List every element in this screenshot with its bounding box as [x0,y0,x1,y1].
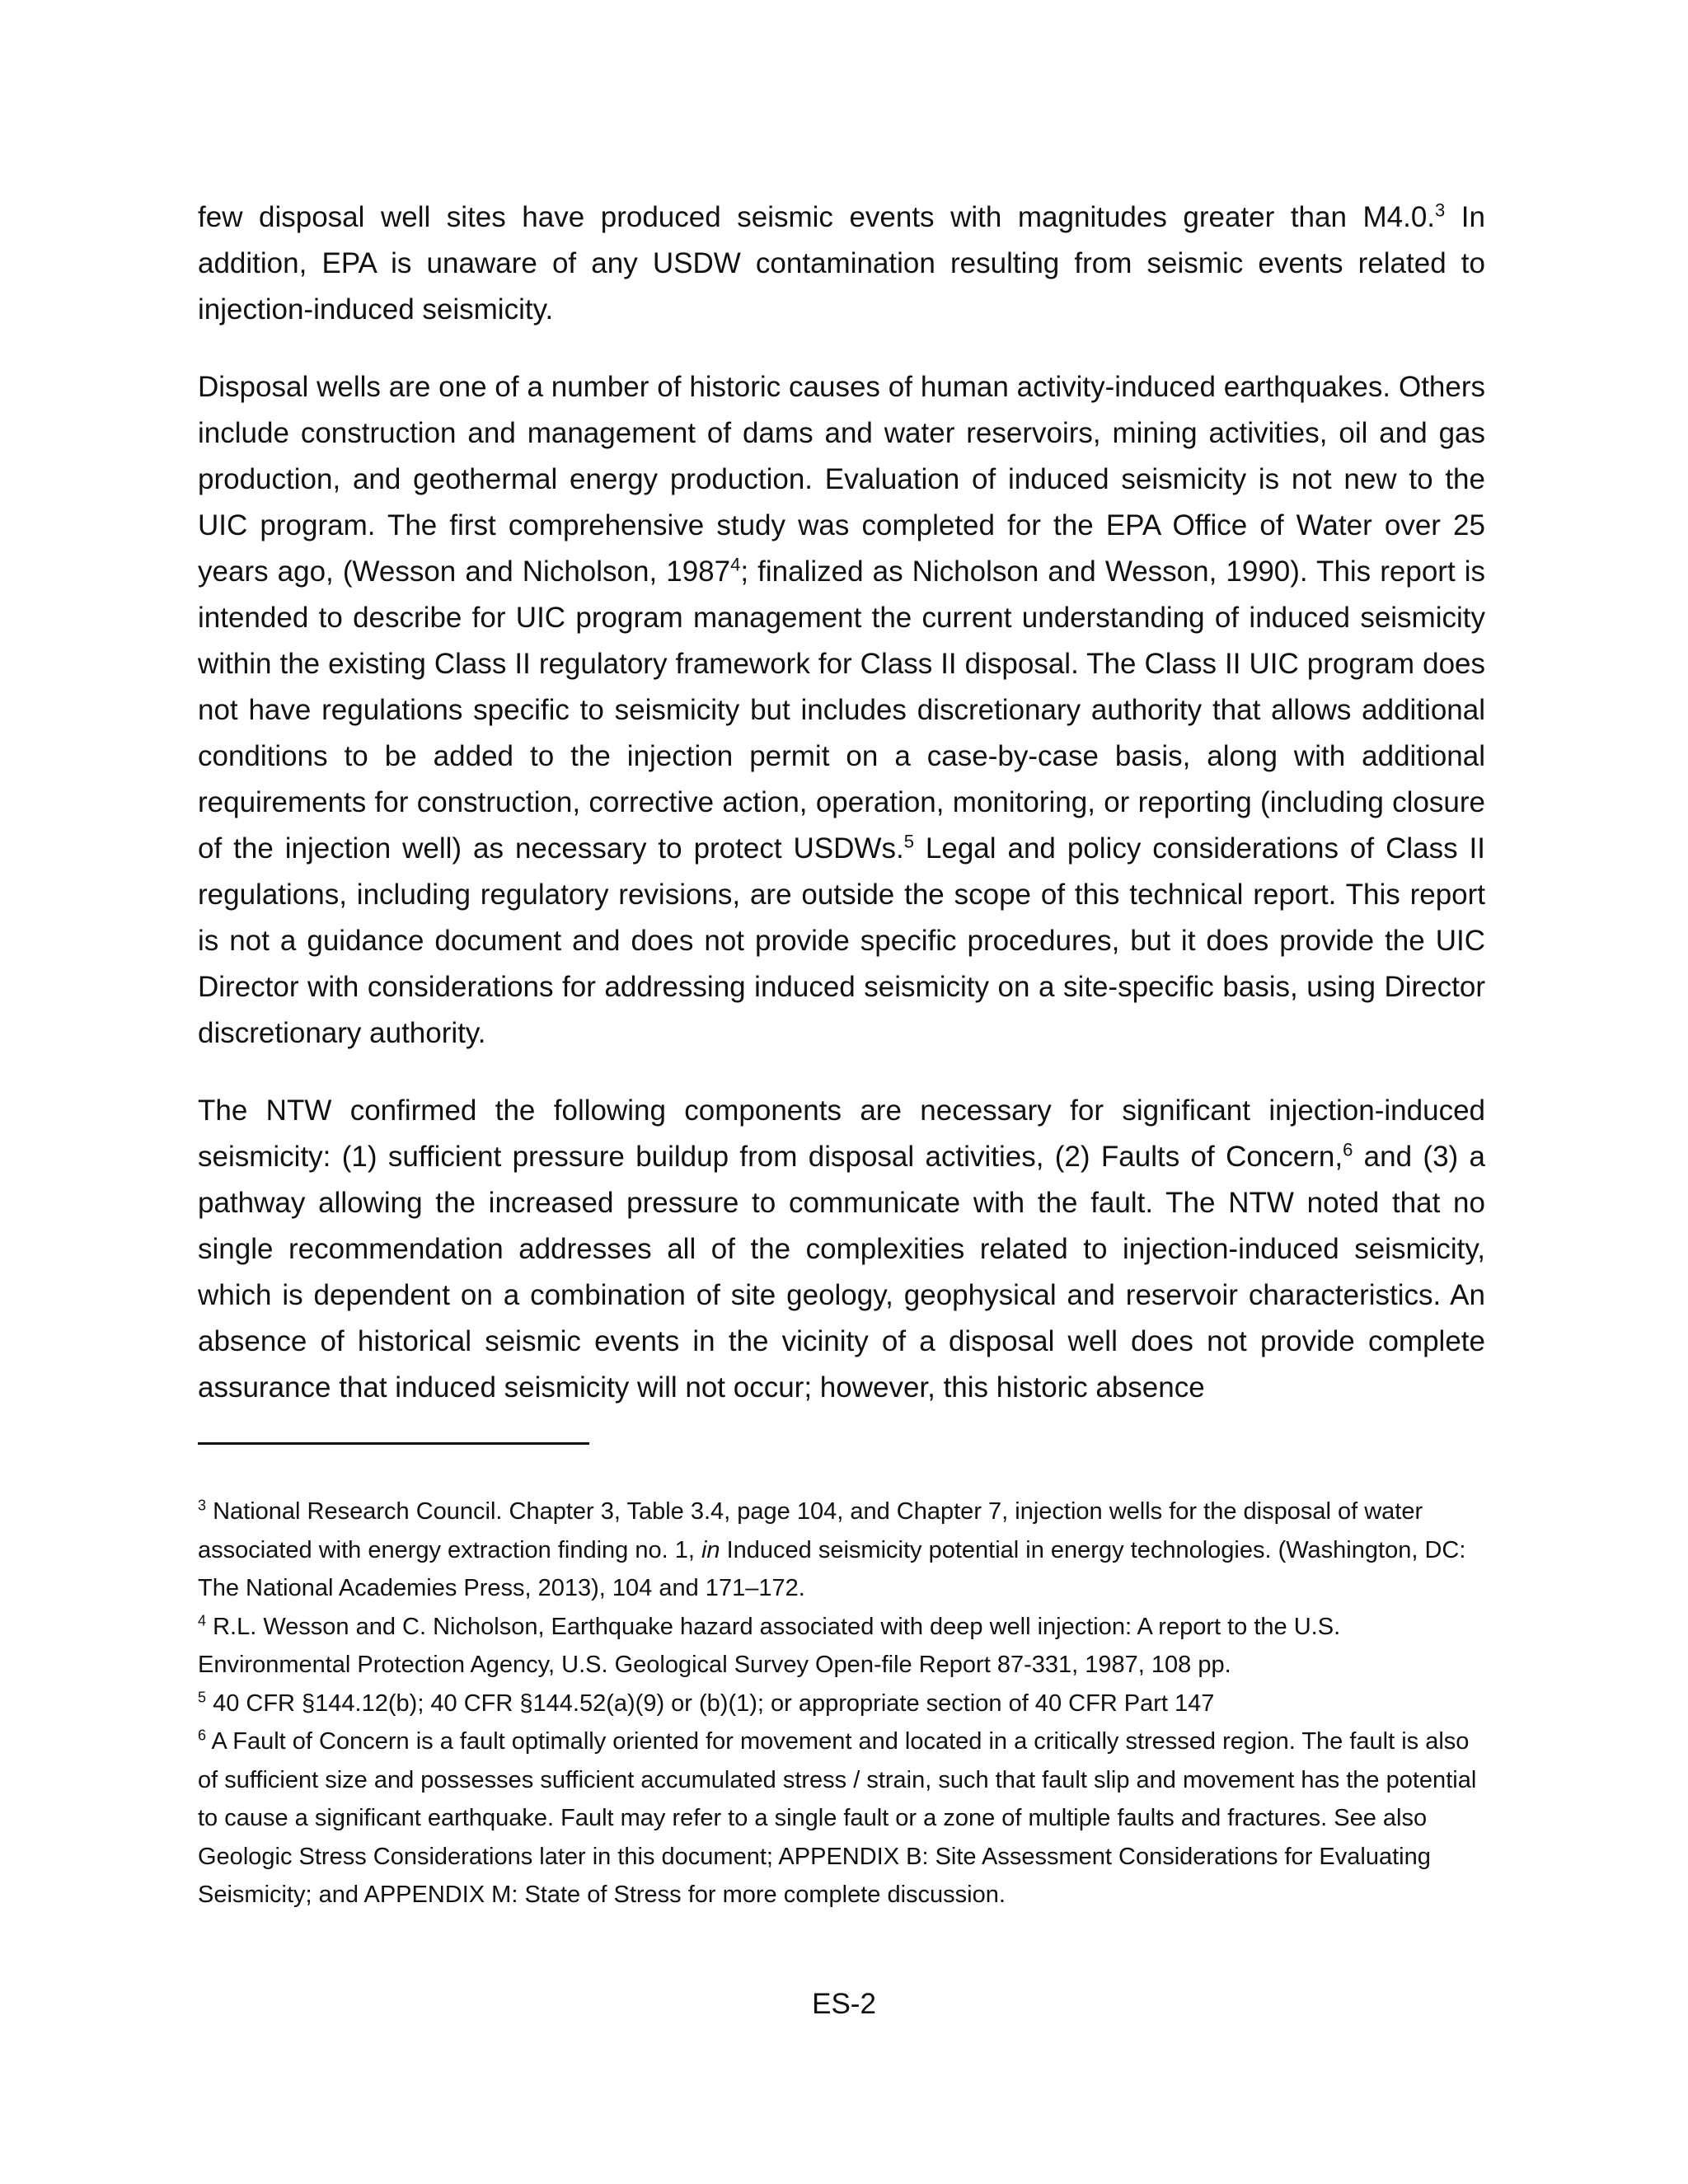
footnote-4: $^4$ R.L. Wesson and C. Nicholson, Earthquake hazard associated with deep well injection: A report to the U.S. Environmental Protection Agency, U.S. Geological Survey Open-file Report 87-331, 1987, 108 pp. [198,1611,1341,1678]
body-paragraph-2: Disposal wells are one of a number of historic causes of human activity-induced earthquakes. Others include construction and management of dams and water reservoirs, mining activities, oil and gas production, and geothermal energy production. Evaluation of induced seismicity is not new to the UIC program. The first comprehensive study was completed for the EPA Office of Water over 25 years ago, (Wesson and Nicholson, 1987$^4$; finalized as Nicholson and Wesson, 1990). This report is intended to describe for UIC program management the current understanding of induced seismicity within the existing Class II regulatory framework for Class II disposal. The Class II UIC program does not have regulations specific to seismicity but includes discretionary authority that allows additional conditions to be added to the injection permit on a case-by-case basis, along with additional requirements for construction, corrective action, operation, monitoring, or reporting (including closure of the injection well) as necessary to protect USDWs.$^5$ Legal and policy considerations of Class II regulations, including regulatory revisions, are outside the scope of this technical report. This report is not a guidance document and does not provide specific procedures, but it does provide the UIC Director with considerations for addressing induced seismicity on a site-specific basis, using Director discretionary authority. [198,371,1485,1049]
footnote-6: $^6$ A Fault of Concern is a fault optimally oriented for movement and located in a critically stressed region. The fault is also of sufficient size and possesses sufficient accumulated stress / strain, such that fault slip and movement has the potential to cause a significant earthquake. Fault may refer to a single fault or a zone of multiple faults and fractures. See also Geologic Stress Considerations later in this document; APPENDIX B: Site Assessment Considerations for Evaluating Seismicity; and APPENDIX M: State of Stress for more complete discussion. [198,1727,1477,1908]
footnote-ref-5[interactable]: 5 [903,831,914,852]
footnote-5: $^5$ 40 CFR §144.12(b); 40 CFR §144.52(a)(9) or (b)(1); or appropriate section of 40 CFR Part 147 [198,1688,1215,1717]
footnote-ref-4[interactable]: 4 [730,554,741,575]
body-paragraph-3: The NTW confirmed the following components are necessary for significant injection-induced seismicity: (1) sufficient pressure buildup from disposal activities, (2) Faults of Concern,$^6$ and (3) a pathway allowing the increased pressure to communicate with the fault. The NTW noted that no single recommendation addresses all of the complexities related to injection-induced seismicity, which is dependent on a combination of site geology, geophysical and reservoir characteristics. An absence of historical seismic events in the vicinity of a disposal well does not provide complete assurance that induced seismicity will not occur; however, this historic absence [198,1094,1486,1404]
footnote-ref-6[interactable]: 6 [1343,1139,1353,1160]
document-page [198,194,1485,1915]
body-paragraph-1: few disposal well sites have produced seismic events with magnitudes greater than M4.0.$^3$ In addition, EPA is unaware of any USDW contamination resulting from seismic events related to injection-induced seismicity. [198,199,1485,326]
footnote-3: $^3$ National Research Council. Chapter 3, Table 3.4, page 104, and Chapter 7, injection wells for the disposal of water associated with energy extraction finding no. 1, in Induced seismicity potential in energy technologies. (Washington, DC: The National Academies Press, 2013), 104 and 171–172. [198,1497,1466,1601]
page-number: ES-2 [812,1988,876,2020]
footnote-divider [198,1442,589,1445]
footnote-ref-3[interactable]: 3 [1435,199,1446,221]
